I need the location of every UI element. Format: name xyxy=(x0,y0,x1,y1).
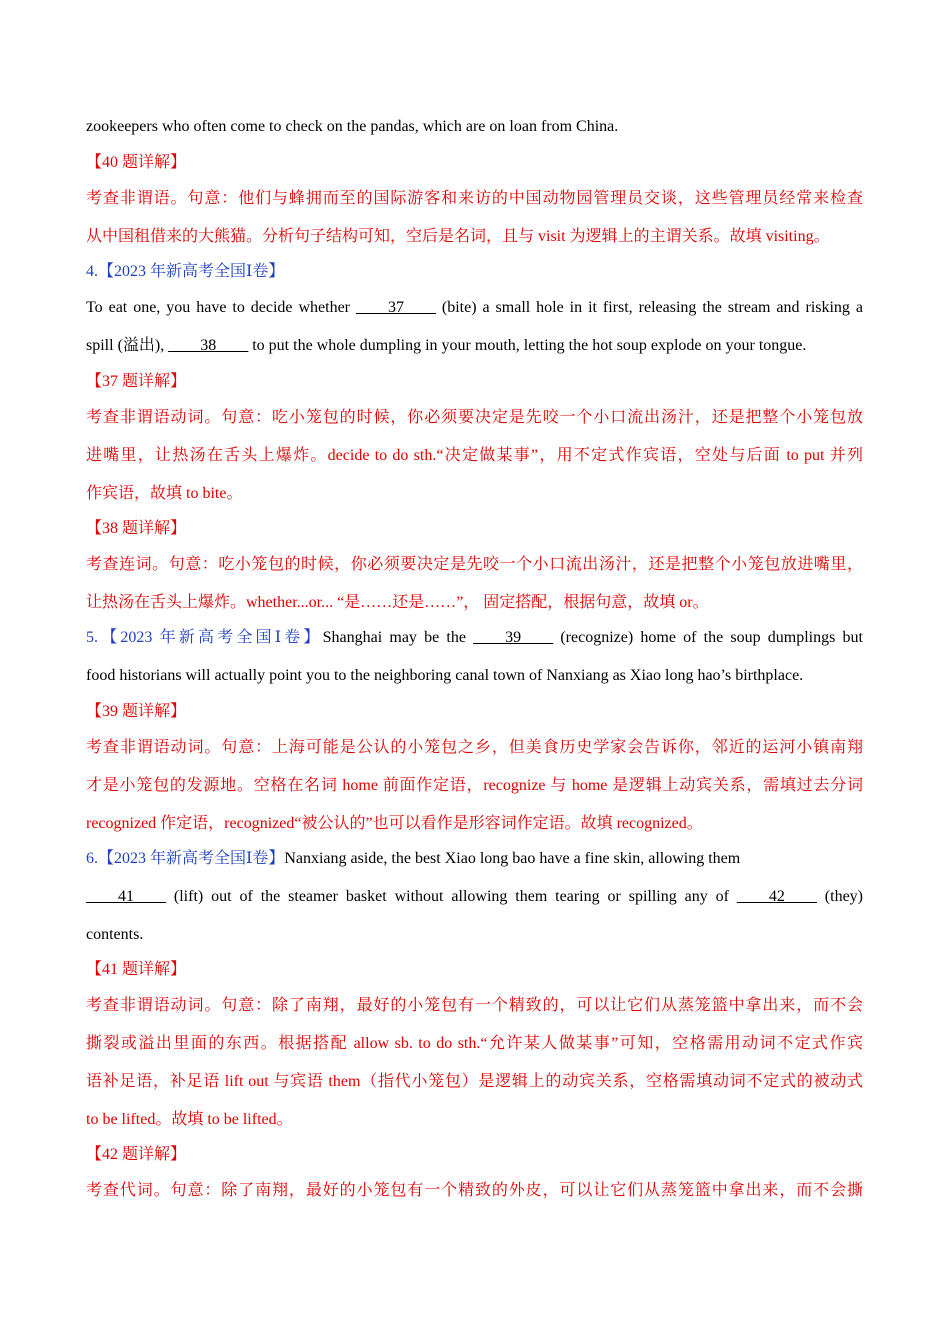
question-6-line-3: contents. xyxy=(86,926,144,943)
question-5-line-1: 5.【2023 年新高考全国Ⅰ卷】Shanghai may be the ____39____ (recognize) home of the soup dumplings but xyxy=(86,629,863,646)
explanation-heading-40: 【40 题详解】 xyxy=(86,154,187,171)
explanation-41-line-2: 撕裂或溢出里面的东西。根据搭配 allow sb. to do sth.“允许某人做某事”可知，空格需用动词不定式作宾 xyxy=(86,1035,863,1052)
explanation-39-line-3: recognized 作定语，recognized“被公认的”也可以看作是形容词作定语。故填 recognized。 xyxy=(86,815,703,832)
explanation-39-line-2: 才是小笼包的发源地。空格在名词 home 前面作定语，recognize 与 home 是逻辑上动宾关系，需填过去分词 xyxy=(86,777,863,794)
question-number: 5. xyxy=(86,629,98,646)
question-source: 【2023 年新高考全国Ⅰ卷】 xyxy=(98,629,323,646)
explanation-40-line-2: 从中国租借来的大熊猫。分析句子结构可知，空后是名词，且与 visit 为逻辑上的主谓关系。故填 visiting。 xyxy=(86,228,830,245)
question-source: 【2023 年新高考全国Ⅰ卷】 xyxy=(98,850,285,867)
question-4-line-1: To eat one, you have to decide whether ____37____ (bite) a small hole in it first, releasing the stream and risking a xyxy=(86,299,863,316)
blank-41: ____41____ xyxy=(86,888,166,905)
explanation-42-line-1: 考查代词。句意：除了南翔，最好的小笼包有一个精致的外皮，可以让它们从蒸笼篮中拿出来，而不会撕 xyxy=(86,1182,863,1199)
question-6-line-1: 6.【2023 年新高考全国Ⅰ卷】Nanxiang aside, the best Xiao long bao have a fine skin, allowing them xyxy=(86,850,741,867)
question-source: 【2023 年新高考全国Ⅰ卷】 xyxy=(98,263,285,280)
question-number: 4. xyxy=(86,263,98,280)
explanation-heading-39: 【39 题详解】 xyxy=(86,703,187,720)
question-4-header xyxy=(86,262,284,282)
explanation-39-line-1: 考查非谓语动词。句意：上海可能是公认的小笼包之乡，但美食历史学家会告诉你，邻近的运河小镇南翔 xyxy=(86,739,863,756)
explanation-heading-37: 【37 题详解】 xyxy=(86,373,187,390)
explanation-38-line-1: 考查连词。句意：吃小笼包的时候，你必须要决定是先咬一个小口流出汤汁，还是把整个小笼包放进嘴里， xyxy=(86,556,863,573)
blank-38: ____38____ xyxy=(168,337,249,354)
blank-37: ____37____ xyxy=(355,299,436,316)
question-number: 6. xyxy=(86,850,98,867)
explanation-40-line-1: 考查非谓语。句意：他们与蜂拥而至的国际游客和来访的中国动物园管理员交谈，这些管理员经常来检查 xyxy=(86,190,863,207)
explanation-38-line-2: 让热汤在舌头上爆炸。whether...or... “是……还是……”， 固定搭配，根据句意，故填 or。 xyxy=(86,594,709,611)
explanation-heading-42: 【42 题详解】 xyxy=(86,1146,187,1163)
explanation-heading-41: 【41 题详解】 xyxy=(86,961,187,978)
explanation-heading-38: 【38 题详解】 xyxy=(86,520,187,537)
explanation-41-line-4: to be lifted。故填 to be lifted。 xyxy=(86,1111,293,1128)
explanation-41-line-3: 语补足语，补足语 lift out 与宾语 them（指代小笼包）是逻辑上的动宾关系，空格需填动词不定式的被动式 xyxy=(86,1073,863,1090)
explanation-37-line-2: 进嘴里，让热汤在舌头上爆炸。decide to do sth.“决定做某事”，用不定式作宾语，空处与后面 to put 并列 xyxy=(86,447,863,464)
explanation-41-line-1: 考查非谓语动词。句意：除了南翔，最好的小笼包有一个精致的，可以让它们从蒸笼篮中拿出来，而不会 xyxy=(86,997,863,1014)
question-5-line-2: food historians will actually point you to the neighboring canal town of Nanxiang as Xiao long hao’s birthplace. xyxy=(86,667,804,684)
explanation-37-line-3: 作宾语，故填 to bite。 xyxy=(86,485,243,502)
blank-42: ____42____ xyxy=(736,888,817,905)
blank-39: ____39____ xyxy=(473,629,554,646)
question-6-line-2: ____41____ (lift) out of the steamer basket without allowing them tearing or spilling any of ____42____ (they) xyxy=(86,888,864,905)
explanation-37-line-1: 考查非谓语动词。句意：吃小笼包的时候，你必须要决定是先咬一个小口流出汤汁，还是把整个小笼包放 xyxy=(86,409,863,426)
passage-line: zookeepers who often come to check on the pandas, which are on loan from China. xyxy=(86,118,619,135)
question-4-line-2: spill (溢出), ____38____ to put the whole dumpling in your mouth, letting the hot soup explode on your tongue. xyxy=(86,337,807,354)
